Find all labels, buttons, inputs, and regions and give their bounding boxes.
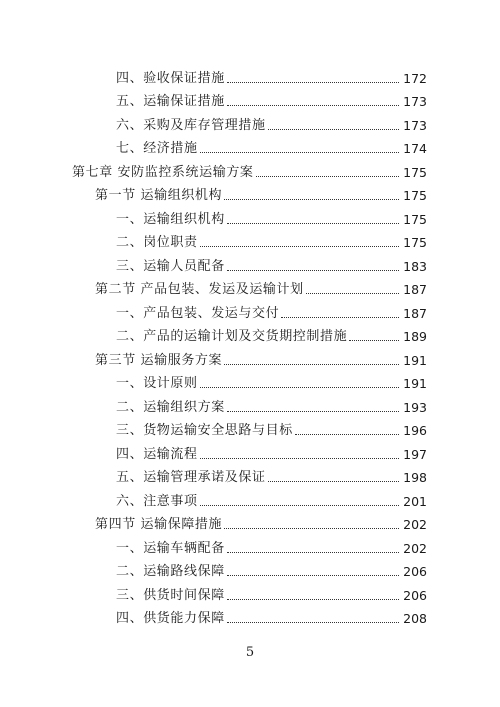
toc-entry[interactable] <box>116 110 427 134</box>
dot-leader <box>306 293 399 294</box>
toc-entry-title: 第三节 运输服务方案 <box>95 352 223 368</box>
dot-leader <box>224 199 399 200</box>
toc-entry-page: 175 <box>403 188 427 203</box>
toc-entry-title: 三、供货时间保障 <box>116 587 225 603</box>
dot-leader <box>349 340 399 341</box>
toc-entry-page: 197 <box>403 446 427 462</box>
toc-entry-title: 第一节 运输组织机构 <box>95 188 223 203</box>
toc-entry-title: 二、产品的运输计划及交货期控制措施 <box>116 329 348 344</box>
dot-leader <box>268 129 399 130</box>
toc-entry-page: 183 <box>403 258 427 274</box>
dot-leader <box>227 411 399 412</box>
toc-entry-title: 一、设计原则 <box>116 376 198 391</box>
toc-entry-page: 173 <box>403 117 427 133</box>
toc-entry[interactable] <box>116 486 427 510</box>
toc-entry[interactable] <box>116 557 427 581</box>
toc-entry-page: 191 <box>403 376 427 391</box>
dot-leader <box>200 152 399 153</box>
toc-entry-title: 二、岗位职责 <box>116 235 198 250</box>
toc-entry[interactable] <box>116 251 427 275</box>
toc-entry-page: 173 <box>403 94 427 109</box>
dot-leader <box>281 317 399 318</box>
dot-leader <box>268 481 399 482</box>
toc-entry-page: 201 <box>403 493 427 509</box>
toc-entry[interactable] <box>116 463 427 487</box>
toc-entry[interactable] <box>116 298 427 322</box>
toc-entry-page: 206 <box>403 564 427 579</box>
toc-entry-page: 202 <box>403 540 427 556</box>
toc-entry-page: 175 <box>403 164 427 180</box>
toc-entry-page: 202 <box>403 517 427 532</box>
dot-leader <box>227 552 399 553</box>
dot-leader <box>227 105 399 106</box>
toc-entry[interactable] <box>95 345 427 369</box>
toc-entry-title: 一、运输车辆配备 <box>116 540 225 556</box>
dot-leader <box>227 270 399 271</box>
toc-entry-title: 三、货物运输安全思路与目标 <box>116 423 293 438</box>
toc-entry-title: 第七章 安防监控系统运输方案 <box>72 164 254 180</box>
toc-entry[interactable] <box>116 204 427 228</box>
toc-entry-page: 175 <box>403 235 427 250</box>
toc-entry[interactable] <box>95 181 427 205</box>
toc-entry[interactable] <box>116 228 427 252</box>
toc-entry-page: 175 <box>403 211 427 227</box>
dot-leader <box>200 246 399 247</box>
dot-leader <box>224 364 399 365</box>
toc-entry-title: 一、运输组织机构 <box>116 211 225 227</box>
toc-entry[interactable] <box>116 134 427 158</box>
toc-entry-page: 196 <box>403 423 427 438</box>
toc-entry-page: 189 <box>403 329 427 344</box>
toc-entry-page: 174 <box>403 141 427 156</box>
toc-entry-title: 四、验收保证措施 <box>116 70 225 86</box>
dot-leader <box>227 575 399 576</box>
toc-entry-title: 第四节 运输保障措施 <box>95 517 223 532</box>
toc-entry[interactable] <box>116 604 427 628</box>
dot-leader <box>227 82 399 83</box>
toc-entry-page: 187 <box>403 282 427 297</box>
dot-leader <box>224 528 399 529</box>
toc-entry-title: 二、运输路线保障 <box>116 564 225 579</box>
dot-leader <box>227 223 399 224</box>
toc-entry-title: 五、运输保证措施 <box>116 94 225 109</box>
toc-entry-page: 208 <box>403 611 427 626</box>
toc-entry-title: 二、运输组织方案 <box>116 399 225 415</box>
toc-entry[interactable] <box>116 392 427 416</box>
toc-entry-page: 191 <box>403 352 427 368</box>
toc-entry[interactable] <box>116 580 427 604</box>
toc-entry[interactable] <box>95 275 427 299</box>
toc-entry[interactable] <box>116 439 427 463</box>
toc-entry-page: 172 <box>403 70 427 86</box>
toc-entry[interactable] <box>95 510 427 534</box>
toc-entry-title: 四、供货能力保障 <box>116 611 225 626</box>
dot-leader <box>227 622 399 623</box>
dot-leader <box>200 458 399 459</box>
toc-entry[interactable] <box>72 157 427 181</box>
dot-leader <box>227 599 399 600</box>
toc-entry-title: 七、经济措施 <box>116 141 198 156</box>
toc-entry-title: 六、注意事项 <box>116 493 198 509</box>
toc-entry-title: 四、运输流程 <box>116 446 198 462</box>
toc-entry-page: 206 <box>403 587 427 603</box>
toc-entry[interactable] <box>116 533 427 557</box>
toc-entry-title: 一、产品包装、发运与交付 <box>116 305 280 321</box>
toc-entry-page: 198 <box>403 470 427 485</box>
dot-leader <box>200 387 399 388</box>
table-of-contents <box>0 63 500 627</box>
page-number: 5 <box>245 645 255 660</box>
toc-entry-title: 第二节 产品包装、发运及运输计划 <box>95 282 304 297</box>
dot-leader <box>295 434 399 435</box>
dot-leader <box>256 176 399 177</box>
toc-entry-title: 五、运输管理承诺及保证 <box>116 470 266 485</box>
toc-entry[interactable] <box>116 322 427 346</box>
toc-entry[interactable] <box>116 63 427 87</box>
toc-entry[interactable] <box>116 416 427 440</box>
toc-entry[interactable] <box>116 369 427 393</box>
toc-entry[interactable] <box>116 87 427 111</box>
toc-entry-page: 193 <box>403 399 427 415</box>
toc-entry-page: 187 <box>403 305 427 321</box>
dot-leader <box>200 505 399 506</box>
toc-entry-title: 三、运输人员配备 <box>116 258 225 274</box>
toc-entry-title: 六、采购及库存管理措施 <box>116 117 266 133</box>
